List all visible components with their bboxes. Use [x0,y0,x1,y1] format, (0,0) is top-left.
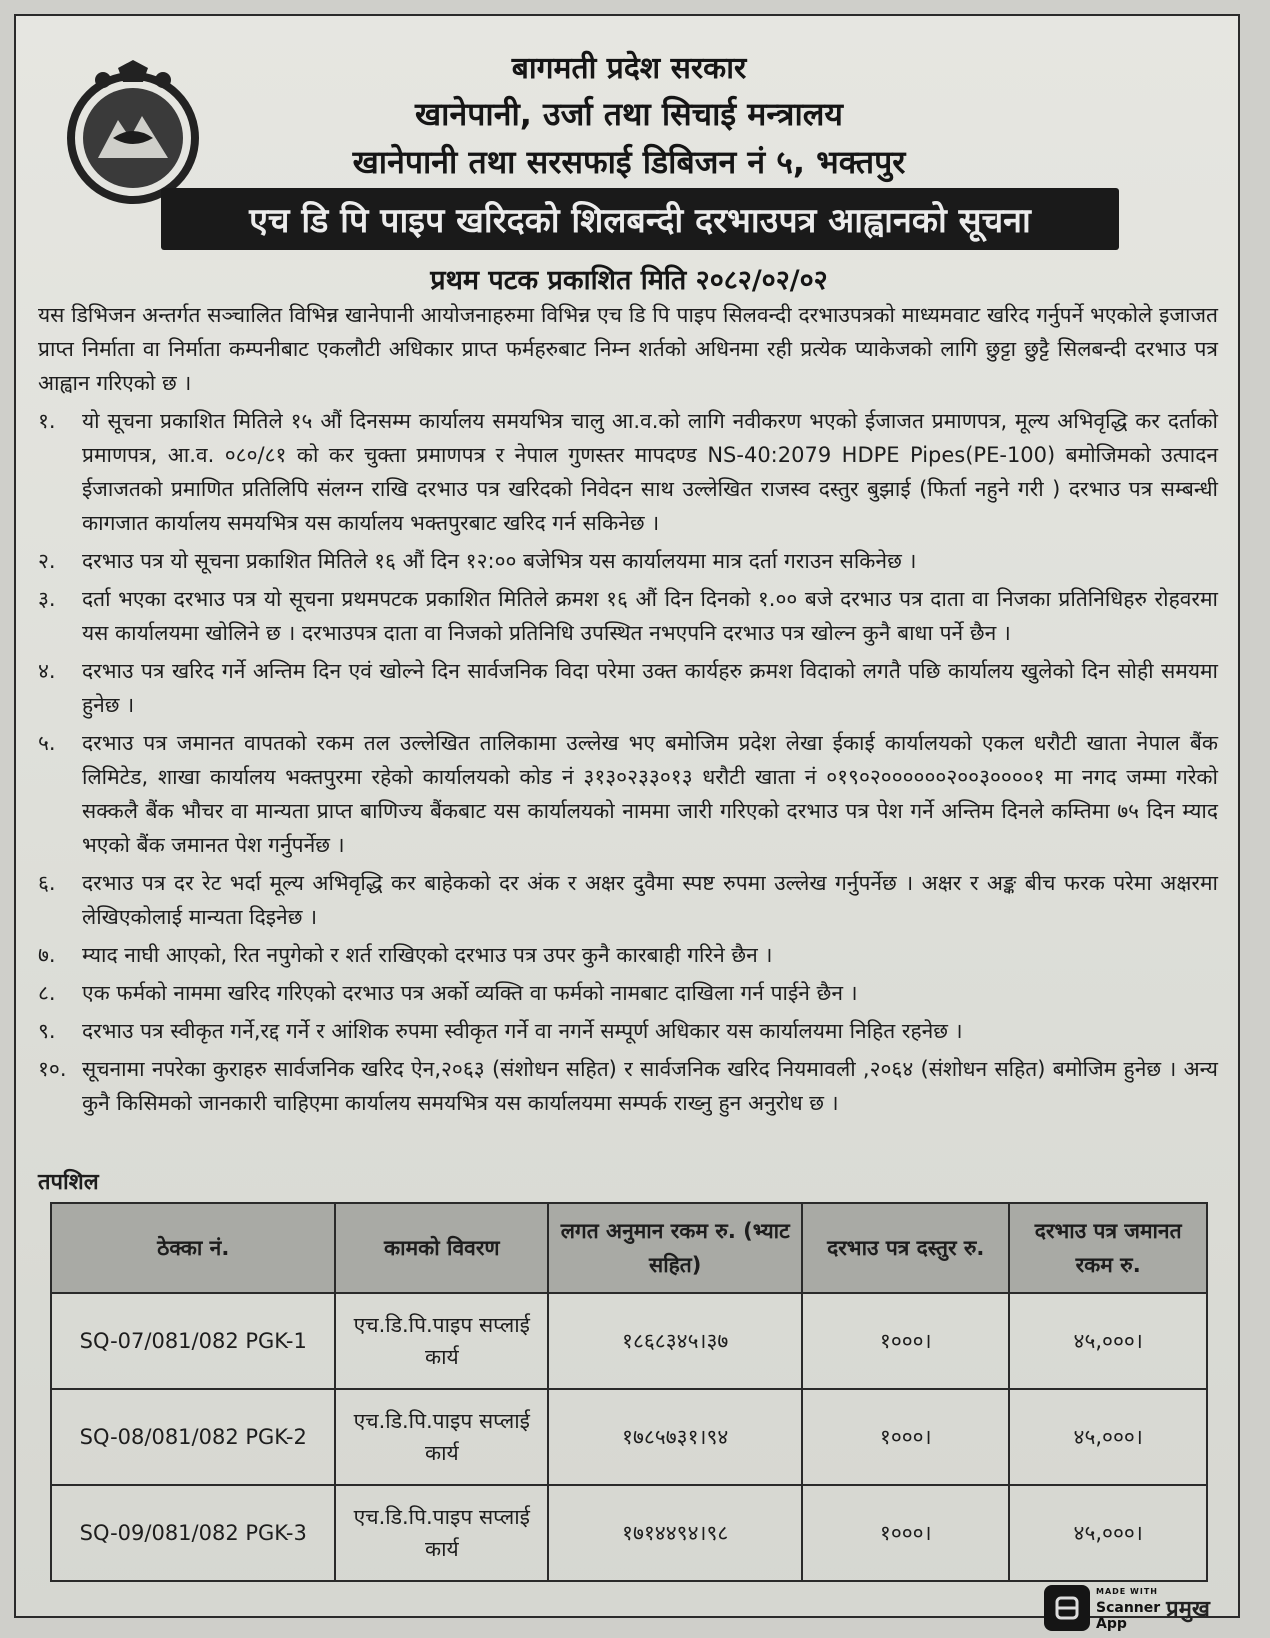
condition-text: म्याद नाघी आएको, रित नपुगेको र शर्त राखिएको दरभाउ पत्र उपर कुनै कारबाही गरिने छैन । [82,943,773,967]
condition-number: २. [38,549,56,573]
scanner-app-text [1096,1584,1160,1632]
cell-guarantee: ४५,०००। [1009,1485,1207,1581]
condition-item [38,938,1218,972]
cell-fee: १०००। [802,1293,1009,1389]
conditions-list [38,404,1218,1124]
cell-guarantee: ४५,०००। [1009,1389,1207,1485]
tender-table [50,1202,1208,1582]
publish-date: प्रथम पटक प्रकाशित मिति २०८२/०२/०२ [430,265,828,296]
condition-text: दरभाउ पत्र यो सूचना प्रकाशित मितिले १६ औं दिन १२:०० बजेभित्र यस कार्यालयमा मात्र दर्ता गराउन सकिनेछ । [82,549,917,573]
condition-number: ८. [38,981,56,1005]
col-contract-no: ठेक्का नं. [51,1203,335,1293]
condition-number: ९. [38,1019,56,1043]
condition-item [38,726,1218,862]
condition-text: दरभाउ पत्र जमानत वापतको रकम तल उल्लेखित तालिकामा उल्लेख भए बमोजिम प्रदेश लेखा ईकाई कार्यालयको एकल धरौटी खाता नेपाल बैंक लिमिटेड, शाखा कार्यालय भक्तपुरमा रहेको कार्यालयको कोड नं ३१३०२३३०१३ धरौटी खाता नं ०१९०२००००००२००३००००१ मा नगद जम्मा गरेको सक्कलै बैंक भौचर वा मान्यता प्राप्त बाणिज्य बैंकबाट यस कार्यालयको नाममा जारी गरिएको दरभाउ पत्र पेश गर्ने अन्तिम दिनले कम्तिमा ७५ दिन म्याद भएको बैंक जमानत पेश गर्नुपर्नेछ । [82,731,1218,857]
intro-paragraph: यस डिभिजन अन्तर्गत सञ्चालित विभिन्न खानेपानी आयोजनाहरुमा विभिन्न एच डि पि पाइप सिलवन्दी दरभाउपत्रको माध्यमवाट खरिद गर्नुपर्ने भएकोले इजाजत प्राप्त निर्माता वा निर्माता कम्पनीबाट एकलौटी अधिकार प्राप्त फर्महरुबाट निम्न शर्तको अधिनमा रही प्रत्येक प्याकेजको लागि छुट्टा छुट्टै सिलबन्दी दरभाउ पत्र आह्वान गरिएको छ । [38,303,1218,395]
condition-text: दरभाउ पत्र दर रेट भर्दा मूल्य अभिवृद्धि कर बाहेकको दर अंक र अक्षर दुवैमा स्पष्ट रुपमा उल्लेख गर्नुपर्नेछ । अक्षर र अङ्क बीच फरक परेमा अक्षरमा लेखिएकोलाई मान्यता दिइनेछ । [82,871,1218,929]
condition-item [38,976,1218,1010]
condition-item [38,582,1218,650]
condition-number: ५. [38,731,56,755]
cell-estimate: १७८५७३१।९४ [548,1389,802,1485]
cell-contract-no: SQ-09/081/082 PGK-3 [51,1485,335,1581]
cell-guarantee: ४५,०००। [1009,1293,1207,1389]
table-row [51,1485,1207,1581]
condition-text: दरभाउ पत्र स्वीकृत गर्ने,रद्द गर्ने र आंशिक रुपमा स्वीकृत गर्ने वा नगर्ने सम्पूर्ण अधिकार यस कार्यालयमा निहित रहनेछ । [82,1019,963,1043]
condition-text: दरभाउ पत्र खरिद गर्ने अन्तिम दिन एवं खोल्ने दिन सार्वजनिक विदा परेमा उक्त कार्यहरु क्रमश विदाको लगतै पछि कार्यालय खुलेको दिन सोही समयमा हुनेछ । [82,659,1218,717]
condition-item [38,866,1218,934]
cell-description: एच.डि.पि.पाइप सप्लाई कार्य [335,1293,548,1389]
cell-estimate: १७१४४९४।९८ [548,1485,802,1581]
scanner-watermark [1044,1578,1244,1638]
app-name-line2: App [1096,1616,1127,1632]
cell-contract-no: SQ-08/081/082 PGK-2 [51,1389,335,1485]
condition-number: ७. [38,943,56,967]
newspaper-brand: प्रमुख [1166,1597,1210,1622]
col-bid-security: दरभाउ पत्र जमानत रकम रु. [1009,1203,1207,1293]
cell-fee: १०००। [802,1485,1009,1581]
condition-text: एक फर्मको नाममा खरिद गरिएको दरभाउ पत्र अर्को व्यक्ति वा फर्मको नामबाट दाखिला गर्न पाईने छैन । [82,981,858,1005]
condition-number: १. [38,409,56,433]
division-name: खानेपानी तथा सरसफाई डिबिजन नं ५, भक्तपुर [352,143,906,181]
condition-text: यो सूचना प्रकाशित मितिले १५ औं दिनसम्म कार्यालय समयभित्र चालु आ.व.को लागि नवीकरण भएको ईजाजत प्रमाणपत्र, मूल्य अभिवृद्धि कर दर्ताको प्रमाणपत्र, आ.व. ०८०/८१ को कर चुक्ता प्रमाणपत्र र नेपाल गुणस्तर मापदण्ड NS-40:2079 HDPE Pipes(PE-100) बमोजिमको उत्पादन ईजाजतको प्रमाणित प्रतिलिपि संलग्न राखि दरभाउ पत्र खरिदको निवेदन साथ उल्लेखित राजस्व दस्तुर बुझाई (फिर्ता नहुने गरी ) दरभाउ पत्र सम्बन्धी कागजात कार्यालय समयभित्र यस कार्यालय भक्तपुरबाट खरिद गर्न सकिनेछ । [82,409,1218,535]
made-with-label: MADE WITH [1096,1587,1158,1596]
table-row [51,1389,1207,1485]
condition-text: दर्ता भएका दरभाउ पत्र यो सूचना प्रथमपटक प्रकाशित मितिले क्रमश १६ औं दिन दिनको १.०० बजे दरभाउ पत्र दाता वा निजका प्रतिनिधिहरु रोहवरमा यस कार्यालयमा खोलिने छ । दरभाउपत्र दाता वा निजको प्रतिनिधि उपस्थित नभएपनि दरभाउ पत्र खोल्न कुनै बाधा पर्ने छैन । [82,587,1218,645]
government-name: बागमती प्रदेश सरकार [511,51,747,86]
condition-item [38,404,1218,540]
scanner-app-icon [1044,1585,1090,1631]
col-cost-estimate: लगत अनुमान रकम रु. (भ्याट सहित) [548,1203,802,1293]
condition-number: ६. [38,871,56,895]
col-document-fee: दरभाउ पत्र दस्तुर रु. [802,1203,1009,1293]
table-caption: तपशिल [38,1170,99,1195]
condition-item [38,654,1218,722]
condition-number: ४. [38,659,56,683]
condition-item [38,1014,1218,1048]
condition-item [38,1052,1218,1120]
condition-item [38,544,1218,578]
cell-description: एच.डि.पि.पाइप सप्लाई कार्य [335,1389,548,1485]
col-work-description: कामको विवरण [335,1203,548,1293]
table-header-row [51,1203,1207,1293]
cell-estimate: १८६८३४५।३७ [548,1293,802,1389]
notice-title-banner: एच डि पि पाइप खरिदको शिलबन्दी दरभाउपत्र आह्वानको सूचना [161,188,1119,250]
condition-number: ३. [38,587,56,611]
condition-number: १०. [38,1057,67,1081]
cell-contract-no: SQ-07/081/082 PGK-1 [51,1293,335,1389]
ministry-name: खानेपानी, उर्जा तथा सिचाई मन्त्रालय [415,95,843,133]
app-name-line1: Scanner [1096,1600,1161,1616]
cell-description: एच.डि.पि.पाइप सप्लाई कार्य [335,1485,548,1581]
notice-paper [14,14,1240,1632]
table-row [51,1293,1207,1389]
condition-text: सूचनामा नपरेका कुराहरु सार्वजनिक खरिद ऐन,२०६३ (संशोधन सहित) र सार्वजनिक खरिद नियमावली ,२०६४ (संशोधन सहित) बमोजिम हुनेछ । अन्य कुनै किसिमको जानकारी चाहिएमा कार्यालय समयभित्र यस कार्यालयमा सम्पर्क राख्नु हुन अनुरोध छ । [82,1057,1218,1115]
cell-fee: १०००। [802,1389,1009,1485]
